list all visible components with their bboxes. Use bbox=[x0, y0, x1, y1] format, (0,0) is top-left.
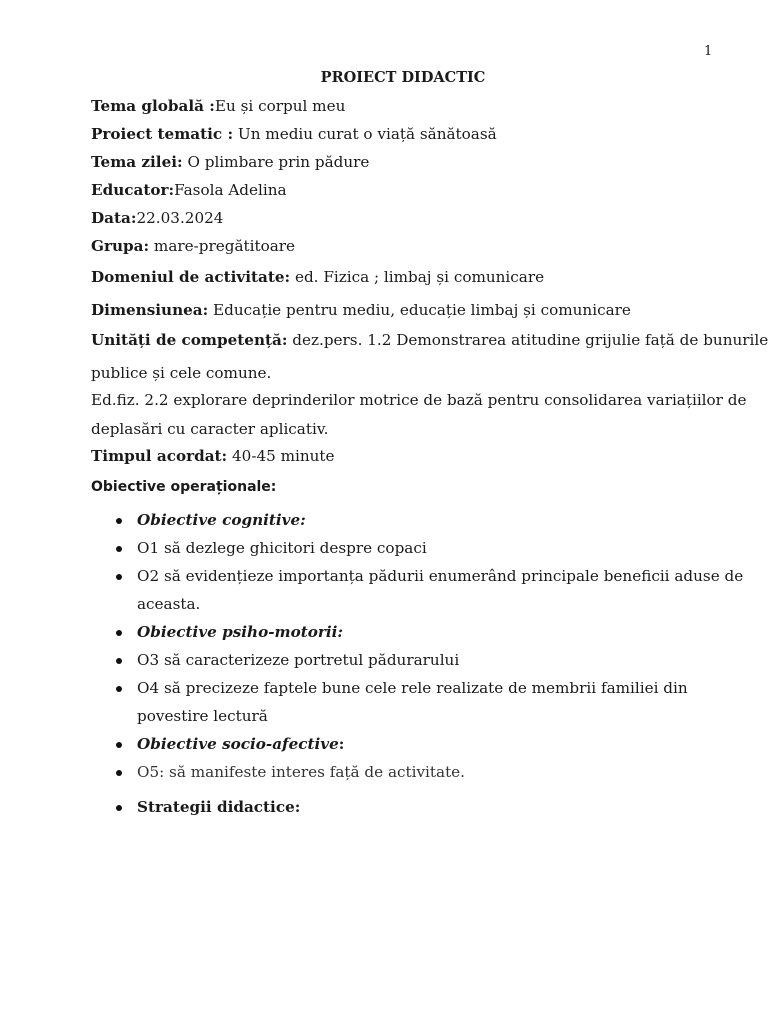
field-value: O plimbare prin pădure bbox=[182, 153, 370, 171]
field-label: Timpul acordat: bbox=[91, 447, 228, 465]
cognitive-heading: Obiective cognitive: bbox=[137, 511, 306, 529]
bullet-icon bbox=[116, 630, 122, 636]
objective-o2-line-1: O2 să evidențieze importanța pădurii enumerând principale beneficii aduse de bbox=[137, 567, 744, 585]
field-label: Data: bbox=[91, 209, 137, 227]
field-value: ed. Fizica ; limbaj și comunicare bbox=[290, 268, 545, 286]
bullet-icon bbox=[116, 574, 122, 580]
psiho-heading: Obiective psiho-motorii: bbox=[137, 623, 343, 641]
field-educator bbox=[91, 181, 287, 199]
bullet-icon bbox=[116, 805, 122, 811]
bullet-icon bbox=[116, 546, 122, 552]
bullet-icon bbox=[116, 686, 122, 692]
objective-o3: O3 să caracterizeze portretul pădurarului bbox=[137, 651, 460, 669]
field-proiect-tematic bbox=[91, 125, 497, 143]
objective-o4-line-2: povestire lectură bbox=[137, 707, 268, 725]
socio-heading-colon: : bbox=[338, 735, 345, 753]
field-label: Tema zilei: bbox=[91, 153, 183, 171]
field-value: Educație pentru mediu, educație limbaj și comunicare bbox=[208, 301, 631, 319]
field-label: Dimensiunea: bbox=[91, 301, 209, 319]
field-value: dez.pers. 1.2 Demonstrarea atitudine grijulie față de bunurile bbox=[287, 331, 768, 349]
strategii-heading: Strategii didactice: bbox=[137, 798, 301, 816]
field-grupa bbox=[91, 237, 295, 255]
field-unitati bbox=[91, 331, 768, 349]
unitati-line-3: Ed.fiz. 2.2 explorare deprinderilor motrice de bază pentru consolidarea variațiilor de bbox=[91, 391, 747, 409]
socio-heading bbox=[137, 735, 344, 753]
field-label: Domeniul de activitate: bbox=[91, 268, 291, 286]
bullet-icon bbox=[116, 770, 122, 776]
field-dimensiunea bbox=[91, 301, 631, 319]
objective-o4-line-1: O4 să precizeze faptele bune cele rele realizate de membrii familiei din bbox=[137, 679, 688, 697]
field-domeniul bbox=[91, 268, 544, 286]
field-value: 22.03.2024 bbox=[136, 209, 224, 227]
field-value: Un mediu curat o viață sănătoasă bbox=[233, 125, 497, 143]
field-label: Tema globală : bbox=[91, 97, 215, 115]
field-tema-globala bbox=[91, 97, 345, 115]
field-timpul bbox=[91, 447, 335, 465]
field-label: Grupa: bbox=[91, 237, 150, 255]
socio-heading-text: Obiective socio-afective bbox=[137, 735, 339, 753]
page-number: 1 bbox=[704, 44, 713, 59]
field-value: Eu și corpul meu bbox=[214, 97, 346, 115]
objective-o5: O5: să manifeste interes față de activitate. bbox=[137, 763, 465, 781]
bullet-icon bbox=[116, 658, 122, 664]
document-title: PROIECT DIDACTIC bbox=[320, 69, 486, 86]
objective-o1: O1 să dezlege ghicitori despre copaci bbox=[137, 539, 427, 557]
field-label: Proiect tematic : bbox=[91, 125, 234, 143]
field-data bbox=[91, 209, 223, 227]
field-value: mare-pregătitoare bbox=[149, 237, 296, 255]
unitati-line-2: publice și cele comune. bbox=[91, 364, 272, 382]
bullet-icon bbox=[116, 518, 122, 524]
field-label: Educator: bbox=[91, 181, 175, 199]
unitati-line-4: deplasări cu caracter aplicativ. bbox=[91, 420, 329, 438]
field-value: Fasola Adelina bbox=[174, 181, 287, 199]
objective-o2-line-2: aceasta. bbox=[137, 595, 201, 613]
objectives-heading: Obiective operaționale: bbox=[91, 479, 277, 495]
field-value: 40-45 minute bbox=[227, 447, 335, 465]
field-label: Unități de competență: bbox=[91, 331, 288, 349]
field-tema-zilei bbox=[91, 153, 369, 171]
bullet-icon bbox=[116, 742, 122, 748]
